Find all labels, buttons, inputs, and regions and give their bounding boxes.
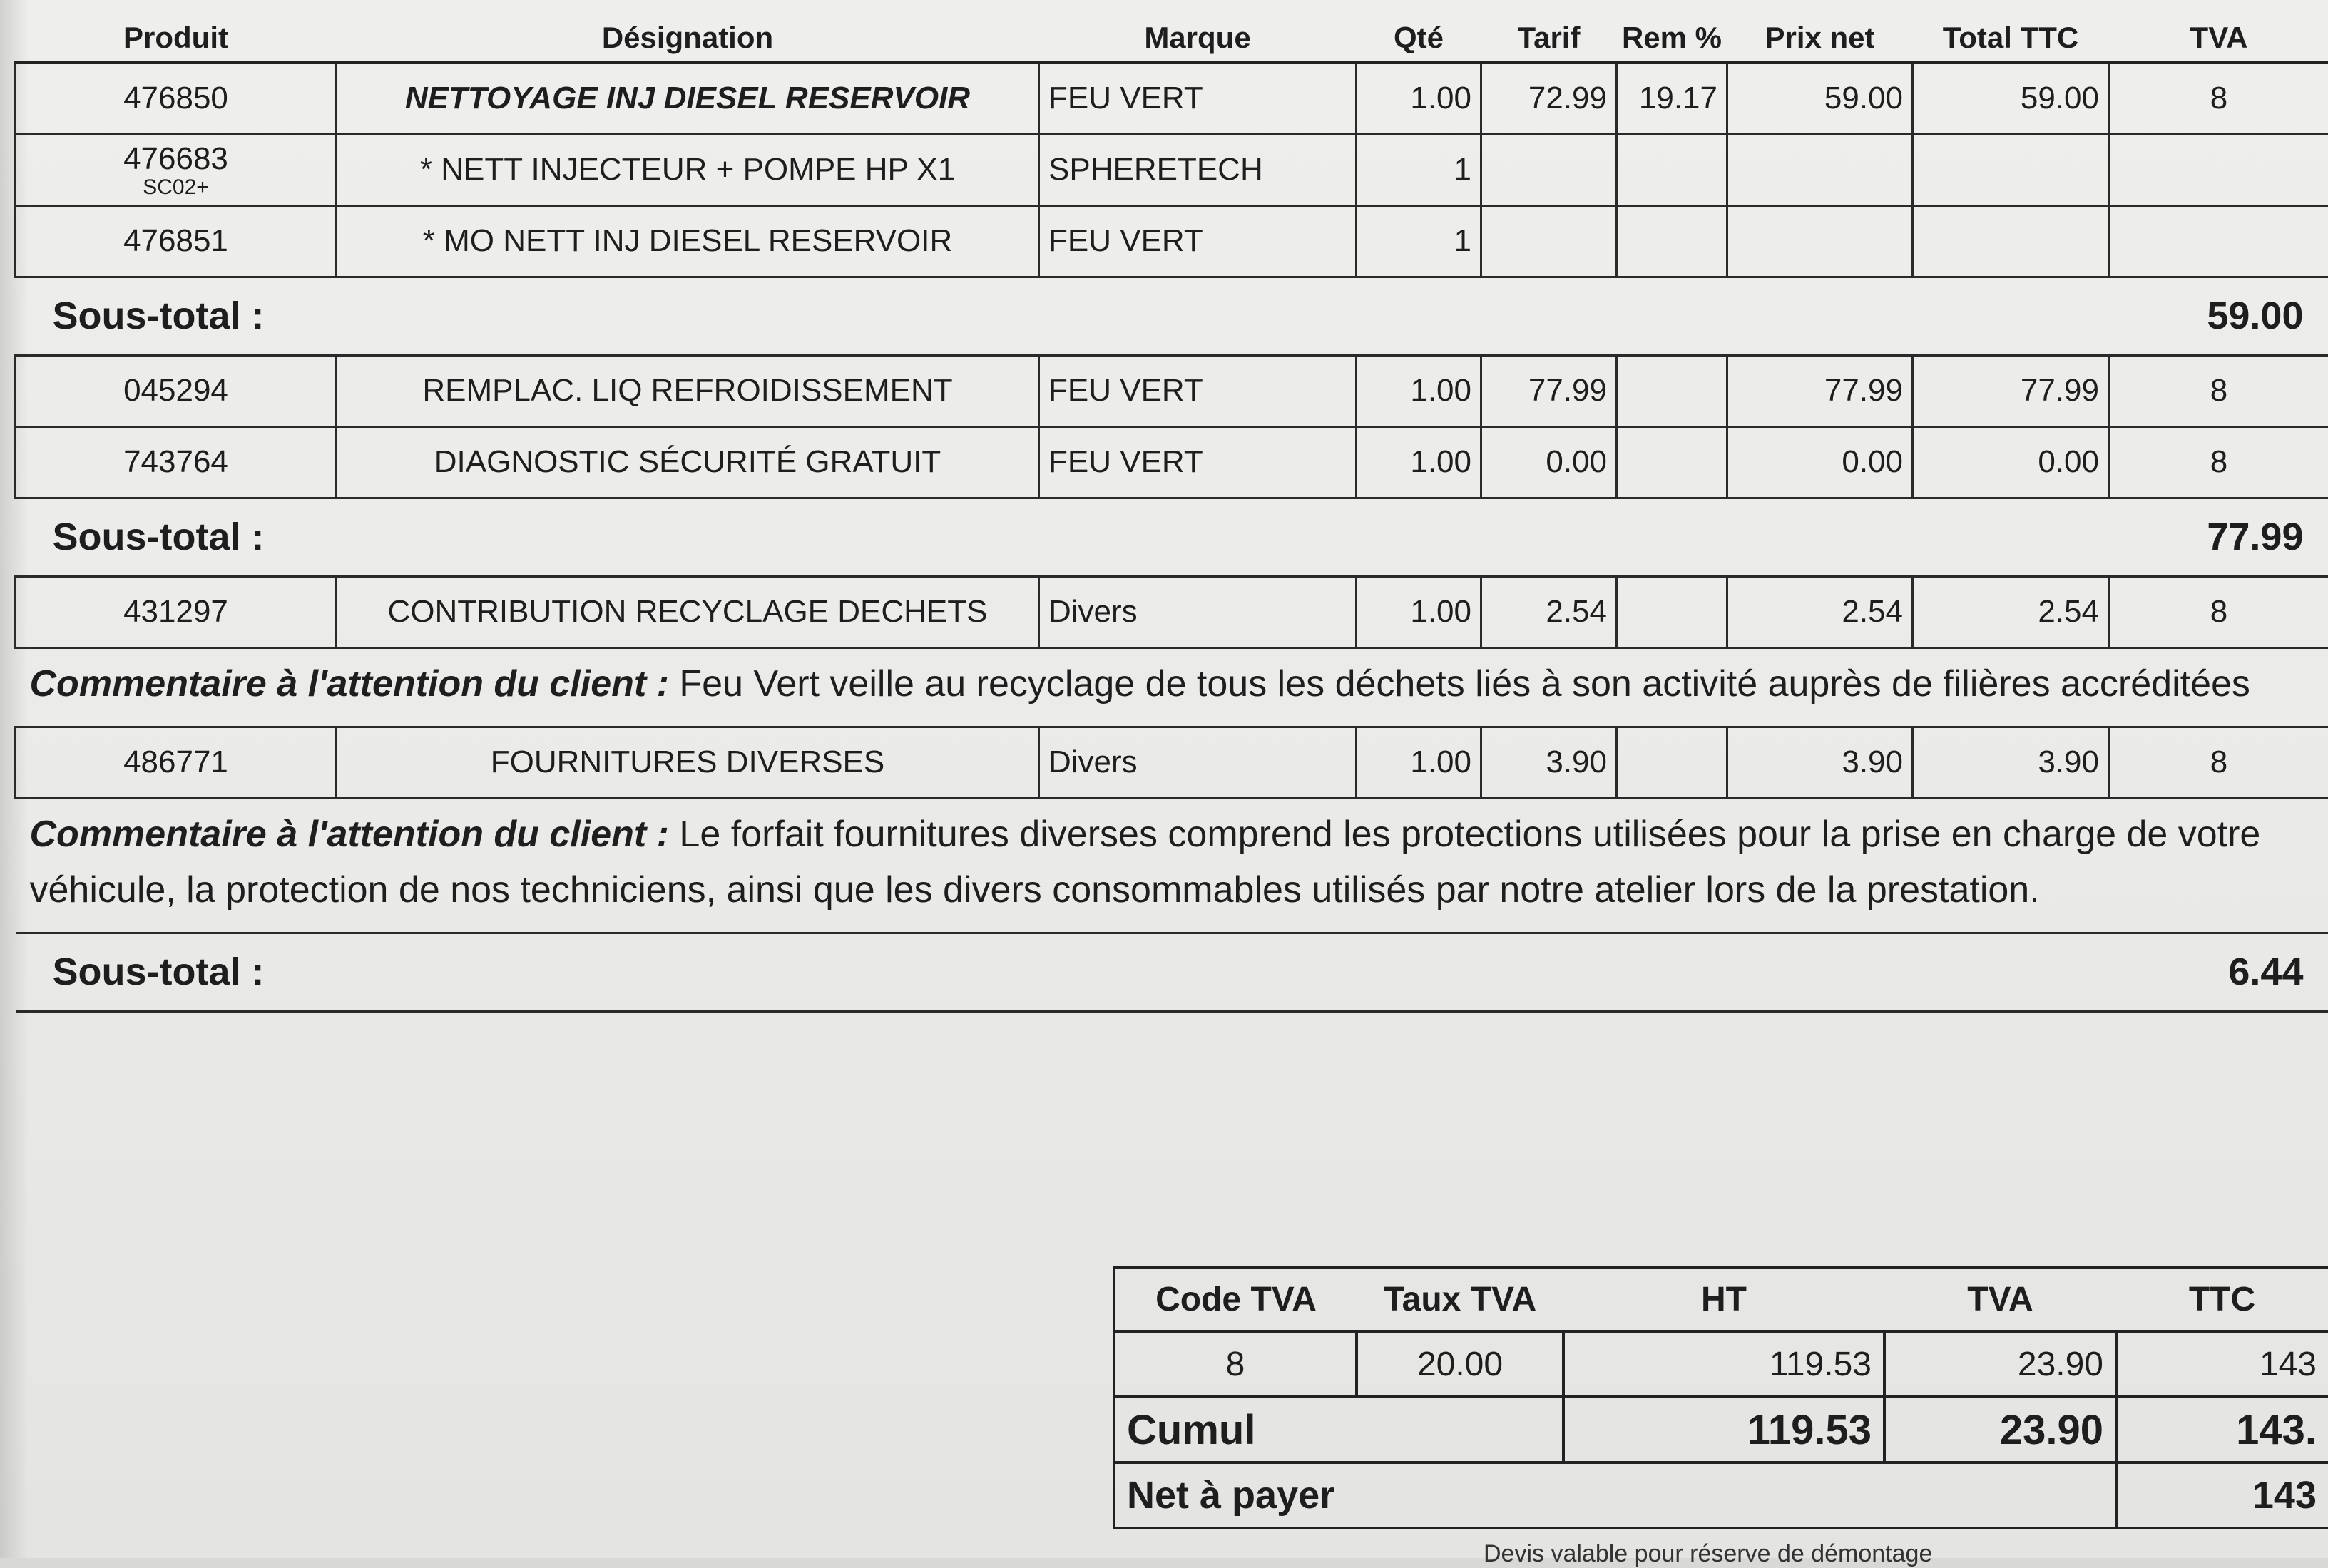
brand: FEU VERT	[1039, 205, 1357, 277]
tarif	[1481, 205, 1617, 277]
comment-label: Commentaire à l'attention du client :	[30, 814, 669, 855]
col-header-tva: TVA	[2109, 14, 2328, 63]
col-header-produit: Produit	[16, 14, 337, 63]
prix-net: 0.00	[1727, 426, 1913, 498]
tva-code: 8	[2109, 355, 2328, 426]
vat-summary-table	[1113, 1266, 2328, 1529]
subtotal-label: Sous-total :	[24, 515, 265, 559]
product-code: 476850	[16, 63, 337, 134]
vat-header-ttc: TTC	[2116, 1267, 2328, 1331]
subtotal-label: Sous-total :	[24, 950, 265, 994]
cumul-ttc: 143.	[2116, 1397, 2328, 1462]
col-header-rem: Rem %	[1617, 14, 1727, 63]
subtotal-cell	[16, 933, 2328, 1011]
brand: FEU VERT	[1039, 63, 1357, 134]
tva-code: 8	[2109, 63, 2328, 134]
total-ttc: 3.90	[1913, 727, 2109, 798]
footer-note: Devis valable pour réserve de démontage	[1484, 1540, 1932, 1568]
total-ttc: 2.54	[1913, 576, 2109, 647]
subtotal-row	[16, 277, 2328, 355]
remise	[1617, 727, 1727, 798]
comment-text: Le forfait fournitures diverses comprend les protections utilisées pour la prise en charge de votre véhicule, la protection de nos techniciens, ainsi que les divers consommables utilisés par notre atelier lors de la prestation.	[30, 814, 2261, 911]
tarif: 0.00	[1481, 426, 1617, 498]
designation: NETTOYAGE INJ DIESEL RESERVOIR	[337, 63, 1039, 134]
vat-ht: 119.53	[1563, 1331, 1884, 1397]
total-ttc: 59.00	[1913, 63, 2109, 134]
product-code: 476851	[16, 205, 337, 277]
subtotal-cell	[16, 498, 2328, 576]
subtotal-amount: 59.00	[2207, 294, 2320, 338]
subtotal-row	[16, 498, 2328, 576]
product-code-cell	[16, 134, 337, 205]
brand: SPHERETECH	[1039, 134, 1357, 205]
table-row	[16, 205, 2328, 277]
tva-code	[2109, 205, 2328, 277]
product-code: 743764	[16, 426, 337, 498]
cumul-tva: 23.90	[1884, 1397, 2116, 1462]
tarif: 72.99	[1481, 63, 1617, 134]
designation: REMPLAC. LIQ REFROIDISSEMENT	[337, 355, 1039, 426]
net-label: Net à payer	[1114, 1462, 2116, 1528]
total-ttc: 0.00	[1913, 426, 2109, 498]
prix-net: 3.90	[1727, 727, 1913, 798]
tarif: 3.90	[1481, 727, 1617, 798]
quantity: 1.00	[1357, 727, 1481, 798]
tva-code	[2109, 134, 2328, 205]
prix-net: 2.54	[1727, 576, 1913, 647]
prix-net: 59.00	[1727, 63, 1913, 134]
comment-cell	[16, 647, 2328, 727]
subtotal-cell	[16, 277, 2328, 355]
prix-net	[1727, 134, 1913, 205]
comment-cell	[16, 798, 2328, 933]
quantity: 1.00	[1357, 576, 1481, 647]
table-row	[16, 426, 2328, 498]
product-subcode: SC02+	[25, 177, 327, 198]
vat-ttc: 143	[2116, 1331, 2328, 1397]
cumul-row	[1114, 1397, 2328, 1462]
tva-code: 8	[2109, 727, 2328, 798]
comment-row	[16, 647, 2328, 727]
quantity: 1.00	[1357, 426, 1481, 498]
invoice-lines-table	[14, 14, 2328, 1013]
vat-header-taux: Taux TVA	[1357, 1267, 1563, 1331]
net-row	[1114, 1462, 2328, 1528]
tva-code: 8	[2109, 426, 2328, 498]
product-code: 486771	[16, 727, 337, 798]
col-header-qte: Qté	[1357, 14, 1481, 63]
invoice-sheet	[14, 14, 2328, 1013]
remise	[1617, 134, 1727, 205]
prix-net	[1727, 205, 1913, 277]
total-ttc	[1913, 205, 2109, 277]
cumul-ht: 119.53	[1563, 1397, 1884, 1462]
col-header-total-ttc: Total TTC	[1913, 14, 2109, 63]
tarif: 77.99	[1481, 355, 1617, 426]
table-row	[16, 576, 2328, 647]
vat-code: 8	[1114, 1331, 1357, 1397]
col-header-marque: Marque	[1039, 14, 1357, 63]
brand: Divers	[1039, 727, 1357, 798]
tarif: 2.54	[1481, 576, 1617, 647]
comment-text: Feu Vert veille au recyclage de tous les déchets liés à son activité auprès de filières accréditées	[679, 663, 2250, 704]
vat-header-ht: HT	[1563, 1267, 1884, 1331]
quantity: 1.00	[1357, 63, 1481, 134]
subtotal-row	[16, 933, 2328, 1011]
tva-code: 8	[2109, 576, 2328, 647]
subtotal-label: Sous-total :	[24, 294, 265, 338]
vat-header-tva: TVA	[1884, 1267, 2116, 1331]
product-code: 476683	[123, 141, 228, 176]
remise: 19.17	[1617, 63, 1727, 134]
col-header-tarif: Tarif	[1481, 14, 1617, 63]
table-row	[16, 134, 2328, 205]
table-header-row	[16, 14, 2328, 63]
total-ttc: 77.99	[1913, 355, 2109, 426]
total-ttc	[1913, 134, 2109, 205]
designation: * MO NETT INJ DIESEL RESERVOIR	[337, 205, 1039, 277]
remise	[1617, 355, 1727, 426]
net-amount: 143	[2116, 1462, 2328, 1528]
brand: FEU VERT	[1039, 355, 1357, 426]
product-code: 431297	[16, 576, 337, 647]
subtotal-amount: 77.99	[2207, 515, 2320, 559]
col-header-prix-net: Prix net	[1727, 14, 1913, 63]
remise	[1617, 205, 1727, 277]
designation: DIAGNOSTIC SÉCURITÉ GRATUIT	[337, 426, 1039, 498]
col-header-designation: Désignation	[337, 14, 1039, 63]
remise	[1617, 426, 1727, 498]
subtotal-amount: 6.44	[2228, 950, 2320, 994]
comment-row	[16, 798, 2328, 933]
tarif	[1481, 134, 1617, 205]
vat-row	[1114, 1331, 2328, 1397]
product-code: 045294	[16, 355, 337, 426]
vat-rate: 20.00	[1357, 1331, 1563, 1397]
prix-net: 77.99	[1727, 355, 1913, 426]
remise	[1617, 576, 1727, 647]
quantity: 1	[1357, 205, 1481, 277]
table-row	[16, 727, 2328, 798]
comment-label: Commentaire à l'attention du client :	[30, 663, 669, 704]
designation: CONTRIBUTION RECYCLAGE DECHETS	[337, 576, 1039, 647]
vat-amount: 23.90	[1884, 1331, 2116, 1397]
cumul-label: Cumul	[1114, 1397, 1563, 1462]
vat-header-row	[1114, 1267, 2328, 1331]
quantity: 1	[1357, 134, 1481, 205]
designation: * NETT INJECTEUR + POMPE HP X1	[337, 134, 1039, 205]
vat-header-code: Code TVA	[1114, 1267, 1357, 1331]
table-row	[16, 355, 2328, 426]
brand: Divers	[1039, 576, 1357, 647]
designation: FOURNITURES DIVERSES	[337, 727, 1039, 798]
quantity: 1.00	[1357, 355, 1481, 426]
brand: FEU VERT	[1039, 426, 1357, 498]
table-row	[16, 63, 2328, 134]
